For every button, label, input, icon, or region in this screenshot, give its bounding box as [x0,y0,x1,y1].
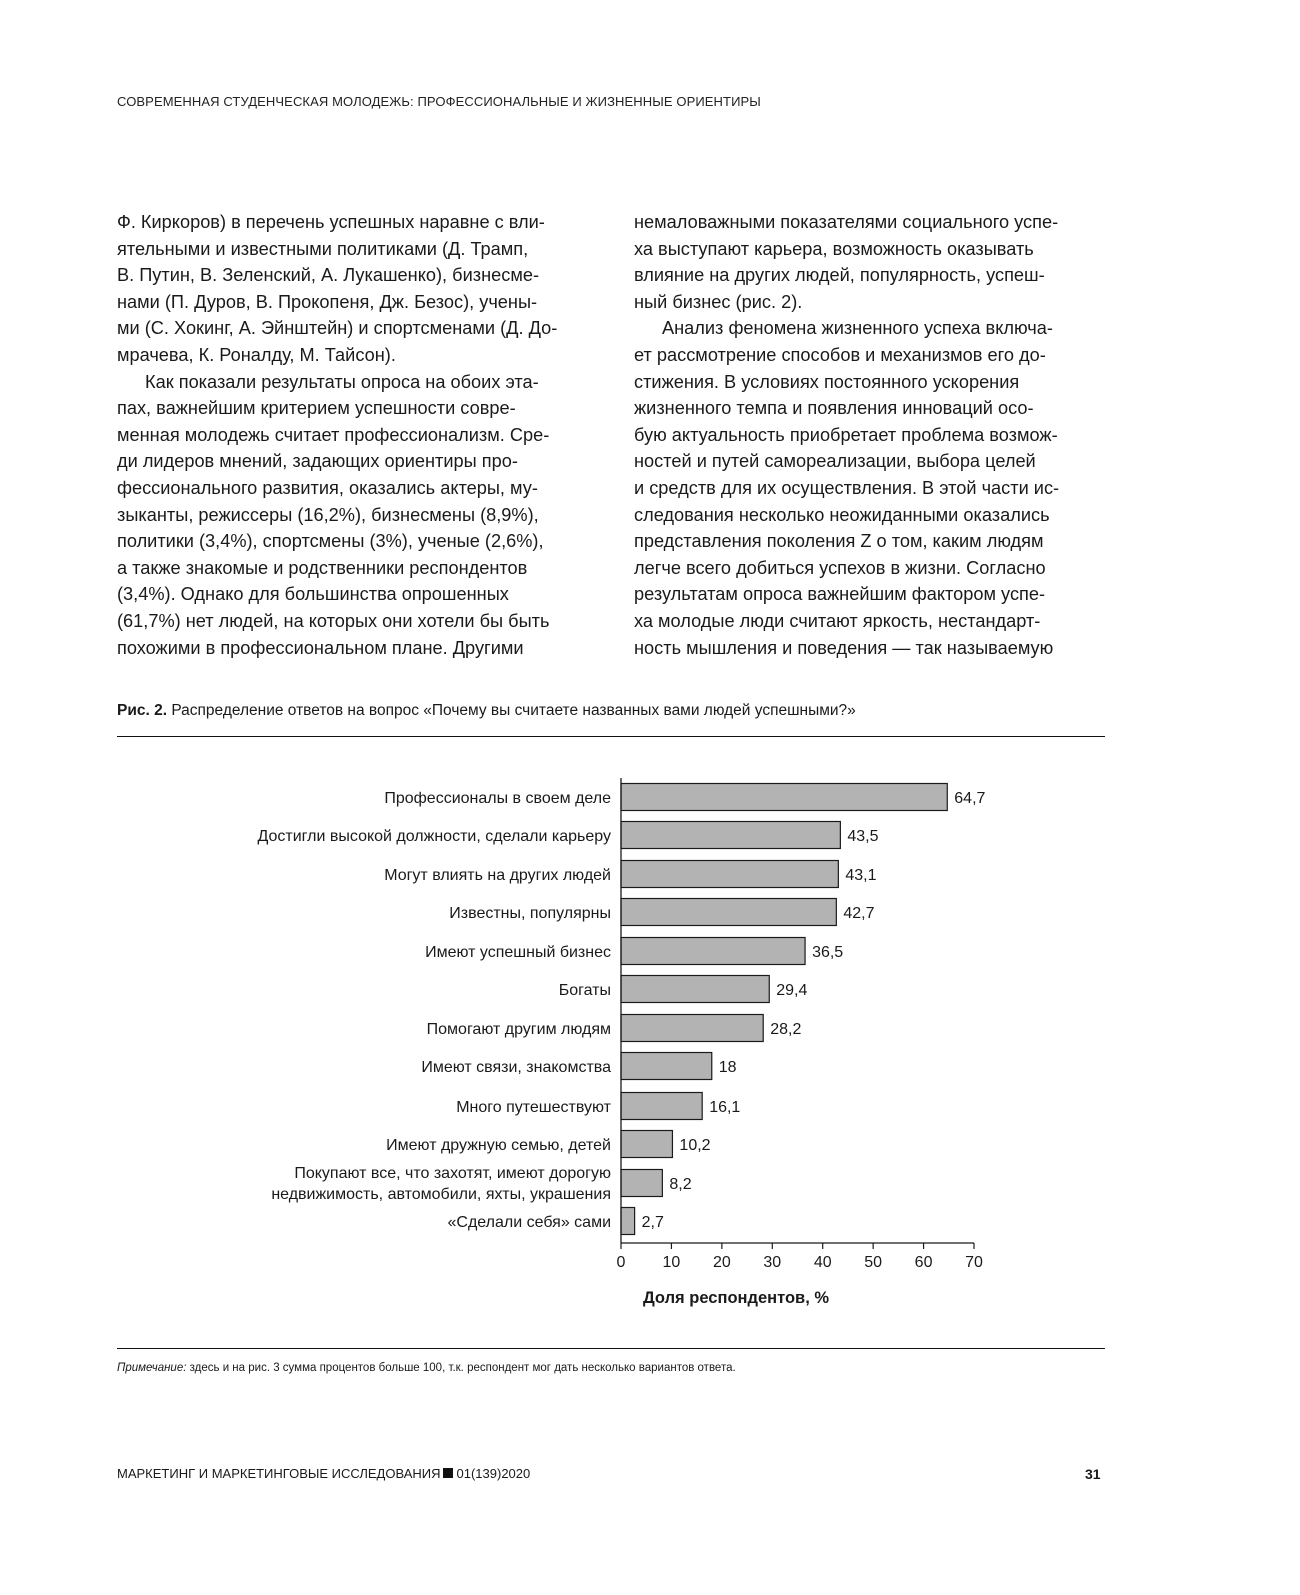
x-tick-label: 70 [965,1254,983,1271]
bar-value-label: 8,2 [669,1176,692,1193]
footer-journal [117,1466,530,1481]
bar [621,1015,763,1042]
text-line: (61,7%) нет людей, на которых они хотели бы быть [117,610,550,631]
figure-note [117,1362,736,1374]
figure-bottom-rule [117,1348,1105,1349]
text-line: ха выступают карьера, возможность оказывать [634,238,1034,259]
text-line: (3,4%). Однако для большинства опрошенных [117,584,509,605]
category-label: Покупают все, что захотят, имеют дорогую [294,1165,611,1182]
text-line: менная молодежь считает профессионализм. Сре- [117,424,550,445]
text-line: Как показали результаты опроса на обоих эта- [145,371,539,392]
bar-value-label: 43,5 [847,828,879,845]
text-line: следования несколько неожиданными оказались [634,504,1050,525]
bar-value-label: 16,1 [709,1099,741,1116]
bar [621,861,838,888]
text-line: влияние на других людей, популярность, успеш- [634,265,1045,286]
text-line: Ф. Киркоров) в перечень успешных наравне с вли- [117,212,545,232]
category-label: Могут влиять на других людей [384,867,611,884]
text-line: похожими в профессиональном плане. Другими [117,637,524,658]
text-line: пах, важнейшим критерием успешности совре- [117,398,516,419]
x-tick-label: 10 [662,1254,681,1271]
figure-note-text: здесь и на рис. 3 сумма процентов больше 100, т.к. респондент мог дать несколько вариантов ответа. [189,1362,736,1374]
text-line: В. Путин, В. Зеленский, А. Лукашенко), бизнесме- [117,265,539,286]
text-line: результатам опроса важнейшим фактором успе- [634,584,1046,605]
text-line: ха молодые люди считают яркость, нестандарт- [634,610,1041,631]
text-line: а также знакомые и родственники респондентов [117,557,528,578]
bar-value-label: 2,7 [641,1214,664,1231]
category-label: Имеют связи, знакомства [421,1059,611,1076]
page-number: 31 [1085,1466,1101,1482]
text-line: и средств для их осуществления. В этой части ис- [634,477,1060,498]
category-label: Достигли высокой должности, сделали карьеру [257,828,611,845]
category-label: Имеют успешный бизнес [425,944,611,961]
text-line: зыканты, режиссеры (16,2%), бизнесмены (8,9%), [117,504,539,525]
bar-value-label: 36,5 [812,944,844,961]
bar [621,1093,702,1120]
text-line: Анализ феномена жизненного успеха включа- [662,318,1053,339]
text-line: представления поколения Z о том, каким людям [634,531,1044,552]
text-line: ми (С. Хокинг, А. Эйнштейн) и спортсменами (Д. До- [117,318,558,339]
x-tick-label: 20 [712,1254,731,1271]
bar-value-label: 28,2 [770,1021,802,1038]
bar-value-label: 64,7 [954,790,986,807]
bar [621,1170,662,1197]
bar-value-label: 43,1 [845,867,877,884]
x-axis-title: Доля респондентов, % [642,1289,830,1307]
running-title: СОВРЕМЕННАЯ СТУДЕНЧЕСКАЯ МОЛОДЕЖЬ: ПРОФЕССИОНАЛЬНЫЕ И ЖИЗНЕННЫЕ ОРИЕНТИРЫ [117,94,761,109]
bar [621,1131,672,1158]
text-line: ет рассмотрение способов и механизмов его до- [634,344,1046,365]
text-line: жизненного темпа и появления инноваций осо- [634,398,1034,419]
text-line: ди лидеров мнений, задающих ориентиры про- [117,451,518,472]
bar-value-label: 18 [718,1059,737,1076]
bar [621,899,836,926]
bar [621,976,769,1003]
text-line: ностей и путей самореализации, выбора целей [634,451,1036,472]
figure-note-label: Примечание: [117,1362,187,1374]
x-tick-label: 60 [914,1254,933,1271]
text-line: политики (3,4%), спортсмены (3%), ученые (2,6%), [117,531,544,552]
category-label: недвижимость, автомобили, яхты, украшения [271,1186,611,1203]
text-line: ный бизнес (рис. 2). [634,291,803,312]
bar [621,938,805,965]
text-line: стижения. В условиях постоянного ускорения [634,371,1020,392]
category-label: Богаты [558,982,611,999]
category-label: Профессионалы в своем деле [384,790,611,807]
bar-value-label: 29,4 [776,982,808,999]
text-line: ятельными и известными политиками (Д. Трамп, [117,238,529,259]
category-label: Много путешествуют [456,1099,611,1116]
journal-issue: 01(139)2020 [456,1466,531,1481]
text-line: бую актуальность приобретает проблема возмож- [634,424,1058,445]
category-label: Имеют дружную семью, детей [386,1137,611,1154]
bar [621,784,947,811]
bar [621,822,840,849]
bar-value-label: 10,2 [679,1137,711,1154]
x-tick-label: 30 [763,1254,782,1271]
text-line: ность мышления и поведения — так называемую [634,637,1054,658]
text-line: мрачева, К. Роналду, М. Тайсон). [117,344,396,365]
square-separator-icon [443,1468,453,1478]
text-line: нами (П. Дуров, В. Прокопеня, Дж. Безос), учены- [117,291,538,312]
category-label: Помогают другим людям [426,1021,611,1038]
x-tick-label: 50 [864,1254,883,1271]
text-line: легче всего добиться успехов в жизни. Согласно [634,557,1046,578]
bar [621,1053,712,1080]
text-line: фессионального развития, оказались актеры, му- [117,477,538,498]
x-tick-label: 40 [813,1254,832,1271]
text-line: немаловажными показателями социального успе- [634,212,1059,232]
journal-title: МАРКЕТИНГ И МАРКЕТИНГОВЫЕ ИССЛЕДОВАНИЯ [117,1466,441,1481]
bar [621,1208,635,1235]
figure-caption-text: Распределение ответов на вопрос «Почему вы считаете названных вами людей успешными?» [171,702,856,719]
x-tick-label: 0 [616,1254,626,1271]
bar-value-label: 42,7 [843,905,875,922]
figure-caption-label: Рис. 2. [117,702,168,719]
category-label: «Сделали себя» сами [447,1214,611,1231]
category-label: Известны, популярны [449,905,611,922]
